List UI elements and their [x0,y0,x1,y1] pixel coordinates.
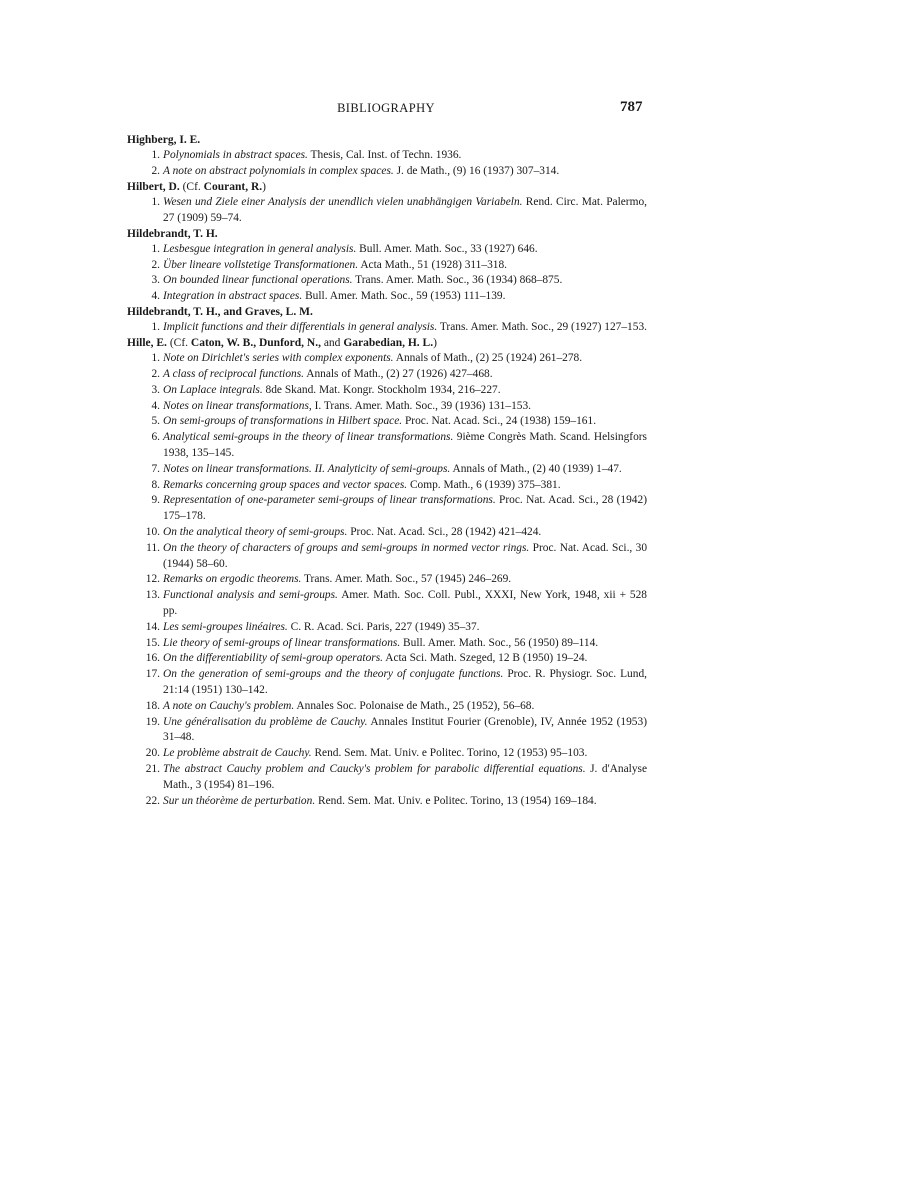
reference-citation: Amer. Math. Soc. Coll. Publ., XXXI, New York, 1948, xii + 528 pp. [163,589,647,617]
reference-citation: Annals of Math., (2) 27 (1926) 427–468. [304,367,493,380]
reference-citation: Thesis, Cal. Inst. of Techn. 1936. [307,149,462,162]
reference-number: 3. [151,274,160,287]
bibliography-entry [127,336,647,809]
reference-number: 10. [145,525,160,538]
reference-citation: Trans. Amer. Math. Soc., 57 (1945) 246–269. [301,573,512,586]
page-number: 787 [620,99,643,115]
author-name: Hildebrandt, T. H., and Graves, L. M. [127,305,313,318]
reference-item [127,493,647,525]
reference-citation: Bull. Amer. Math. Soc., 56 (1950) 89–114. [400,636,599,649]
reference-number: 1. [151,321,160,334]
reference-item [127,164,647,180]
reference-number: 2. [151,258,160,271]
cross-reference-prefix: (Cf. [166,336,191,349]
author-name: Hildebrandt, T. H. [127,227,218,240]
author-name: Highberg, I. E. [127,134,201,146]
reference-title: Functional analysis and semi-groups. [163,589,338,602]
reference-item [127,715,647,747]
reference-title: Remarks concerning group spaces and vector spaces. [163,478,408,491]
reference-title: Notes on linear transformations, [163,399,312,412]
bibliography-entry [127,305,647,336]
reference-item [127,620,647,636]
running-title: BIBLIOGRAPHY [337,101,435,115]
reference-citation: Trans. Amer. Math. Soc., 36 (1934) 868–875. [352,274,563,287]
reference-citation: Proc. Nat. Acad. Sci., 28 (1942) 421–424. [347,525,542,538]
reference-title: Analytical semi-groups in the theory of linear transformations. [163,431,454,444]
author-name: Hilbert, D. [127,180,180,193]
reference-item [127,242,647,258]
reference-title: Wesen und Ziele einer Analysis der unendlich vielen unabhängigen Variabeln. [163,196,523,208]
cross-reference-suffix: ) [433,336,437,349]
reference-title: Sur un théorème de perturbation. [163,794,316,807]
reference-citation: J. d'Analyse Math., 3 (1954) 81–196. [163,762,647,791]
reference-number: 6. [151,431,160,444]
reference-number: 1. [151,352,160,365]
reference-title: On Laplace integrals. [163,383,263,396]
reference-number: 21. [145,762,160,775]
reference-number: 11. [146,541,160,554]
reference-number: 22. [145,794,160,807]
author-heading [127,336,647,351]
reference-item [127,351,647,367]
reference-item [127,636,647,652]
reference-number: 4. [151,399,160,412]
reference-number: 1. [151,149,160,162]
reference-title: On the generation of semi-groups and the theory of conjugate functions. [163,668,504,681]
reference-title: Implicit functions and their differentials in general analysis. [163,321,438,334]
reference-citation: I. Trans. Amer. Math. Soc., 39 (1936) 131–153. [311,399,532,412]
reference-number: 19. [145,715,160,728]
reference-number: 9. [151,494,160,507]
reference-citation: Bull. Amer. Math. Soc., 59 (1953) 111–139. [302,290,506,303]
cross-reference-name: Caton, W. B., Dunford, N., [190,336,321,349]
reference-number: 1. [151,196,160,208]
reference-item [127,273,647,289]
reference-citation: Annales Soc. Polonaise de Math., 25 (1952), 56–68. [294,699,535,712]
bibliography-entry [127,133,647,180]
reference-title: Integration in abstract spaces. [163,290,303,303]
reference-citation: Annals of Math., (2) 25 (1924) 261–278. [393,352,583,365]
reference-number: 16. [145,652,160,665]
reference-citation: C. R. Acad. Sci. Paris, 227 (1949) 35–37. [287,620,480,633]
reference-citation: Comp. Math., 6 (1939) 375–381. [407,478,561,491]
reference-citation: Annales Institut Fourier (Grenoble), IV, Année 1952 (1953) 31–48. [163,715,647,744]
reference-citation: Trans. Amer. Math. Soc., 29 (1927) 127–153. [437,321,647,334]
reference-title: On the differentiability of semi-group operators. [163,652,383,665]
reference-citation: Rend. Sem. Mat. Univ. e Politec. Torino, 12 (1953) 95–103. [311,747,588,760]
reference-item [127,794,647,810]
reference-citation: J. de Math., (9) 16 (1937) 307–314. [393,165,560,177]
reference-title: A note on abstract polynomials in complex spaces. [163,165,394,177]
reference-item [127,588,647,620]
reference-citation: 9ième Congrès Math. Scand. Helsingfors 1938, 135–145. [163,431,647,459]
reference-title: A class of reciprocal functions. [163,367,304,380]
author-heading [127,133,647,148]
reference-title: Representation of one-parameter semi-groups of linear transformations. [163,494,496,507]
reference-item [127,541,647,573]
bibliography-list [127,133,647,809]
cross-reference-prefix: (Cf. [179,180,204,193]
cross-reference-name: Courant, R. [203,180,263,193]
reference-title: Lie theory of semi-groups of linear transformations. [163,636,401,649]
reference-item [127,430,647,462]
reference-number: 15. [145,636,160,649]
reference-item [127,746,647,762]
reference-number: 2. [151,165,160,177]
reference-citation: Rend. Circ. Mat. Palermo, 27 (1909) 59–74. [163,196,648,224]
reference-number: 4. [151,290,160,303]
reference-citation: Proc. Nat. Acad. Sci., 28 (1942) 175–178. [163,494,647,523]
reference-number: 20. [145,747,160,760]
author-name: Hille, E. [127,336,167,349]
bibliography-entry [127,180,647,227]
reference-item [127,414,647,430]
reference-title: On semi-groups of transformations in Hilbert space. [163,415,403,428]
reference-title: On the analytical theory of semi-groups. [163,525,348,538]
reference-title: Note on Dirichlet's series with complex exponents. [163,352,394,365]
reference-item [127,383,647,399]
reference-item [127,651,647,667]
reference-item [127,667,647,699]
reference-citation: 8de Skand. Mat. Kongr. Stockholm 1934, 216–227. [262,383,501,396]
reference-number: 14. [145,620,160,633]
author-heading [127,180,647,195]
reference-title: Les semi-groupes linéaires. [163,620,288,633]
reference-citation: Rend. Sem. Mat. Univ. e Politec. Torino, 13 (1954) 169–184. [315,794,597,807]
reference-number: 3. [151,383,160,396]
reference-citation: Acta Math., 51 (1928) 311–318. [358,258,508,271]
reference-number: 8. [151,478,160,491]
reference-citation: Proc. R. Physiogr. Soc. Lund, 21:14 (1951) 130–142. [163,668,647,696]
reference-number: 2. [151,367,160,380]
reference-title: Über lineare vollstetige Transformationen. [163,258,359,271]
reference-item [127,762,647,794]
bibliography-entry [127,227,647,305]
reference-title: The abstract Cauchy problem and Caucky's problem for parabolic differential equations. [163,762,586,775]
reference-number: 13. [145,589,160,602]
reference-item [127,289,647,305]
reference-item [127,462,647,478]
reference-number: 17. [145,668,160,681]
reference-item [127,478,647,494]
reference-item [127,258,647,274]
reference-item [127,195,647,227]
cross-reference-suffix: ) [262,180,266,193]
reference-title: On the theory of characters of groups and semi-groups in normed vector rings. [163,541,530,554]
reference-number: 7. [151,462,160,475]
reference-item [127,320,647,336]
reference-item [127,525,647,541]
reference-citation: Bull. Amer. Math. Soc., 33 (1927) 646. [356,242,538,255]
reference-title: Notes on linear transformations. II. Analyticity of semi-groups. [163,462,451,475]
reference-title: Le problème abstrait de Cauchy. [163,747,312,760]
reference-citation: Acta Sci. Math. Szeged, 12 B (1950) 19–24. [383,652,588,665]
reference-title: Lesbesgue integration in general analysis. [163,242,357,255]
cross-reference-name: Garabedian, H. L. [343,336,434,349]
author-heading [127,305,647,320]
reference-number: 5. [151,415,160,428]
reference-citation: Annals of Math., (2) 40 (1939) 1–47. [450,462,622,475]
reference-item [127,148,647,164]
cross-reference-joiner: and [320,336,344,349]
reference-number: 12. [145,573,160,586]
reference-item [127,399,647,415]
reference-title: Polynomials in abstract spaces. [163,149,308,162]
reference-citation: Proc. Nat. Acad. Sci., 30 (1944) 58–60. [163,541,648,570]
author-heading [127,227,647,242]
reference-title: A note on Cauchy's problem. [163,699,295,712]
reference-item [127,367,647,383]
reference-item [127,572,647,588]
reference-title: On bounded linear functional operations. [163,274,353,287]
reference-title: Remarks on ergodic theorems. [163,573,302,586]
reference-number: 1. [151,242,160,255]
reference-item [127,699,647,715]
reference-number: 18. [145,699,160,712]
reference-citation: Proc. Nat. Acad. Sci., 24 (1938) 159–161. [402,415,597,428]
reference-title: Une généralisation du problème de Cauchy. [163,715,368,728]
